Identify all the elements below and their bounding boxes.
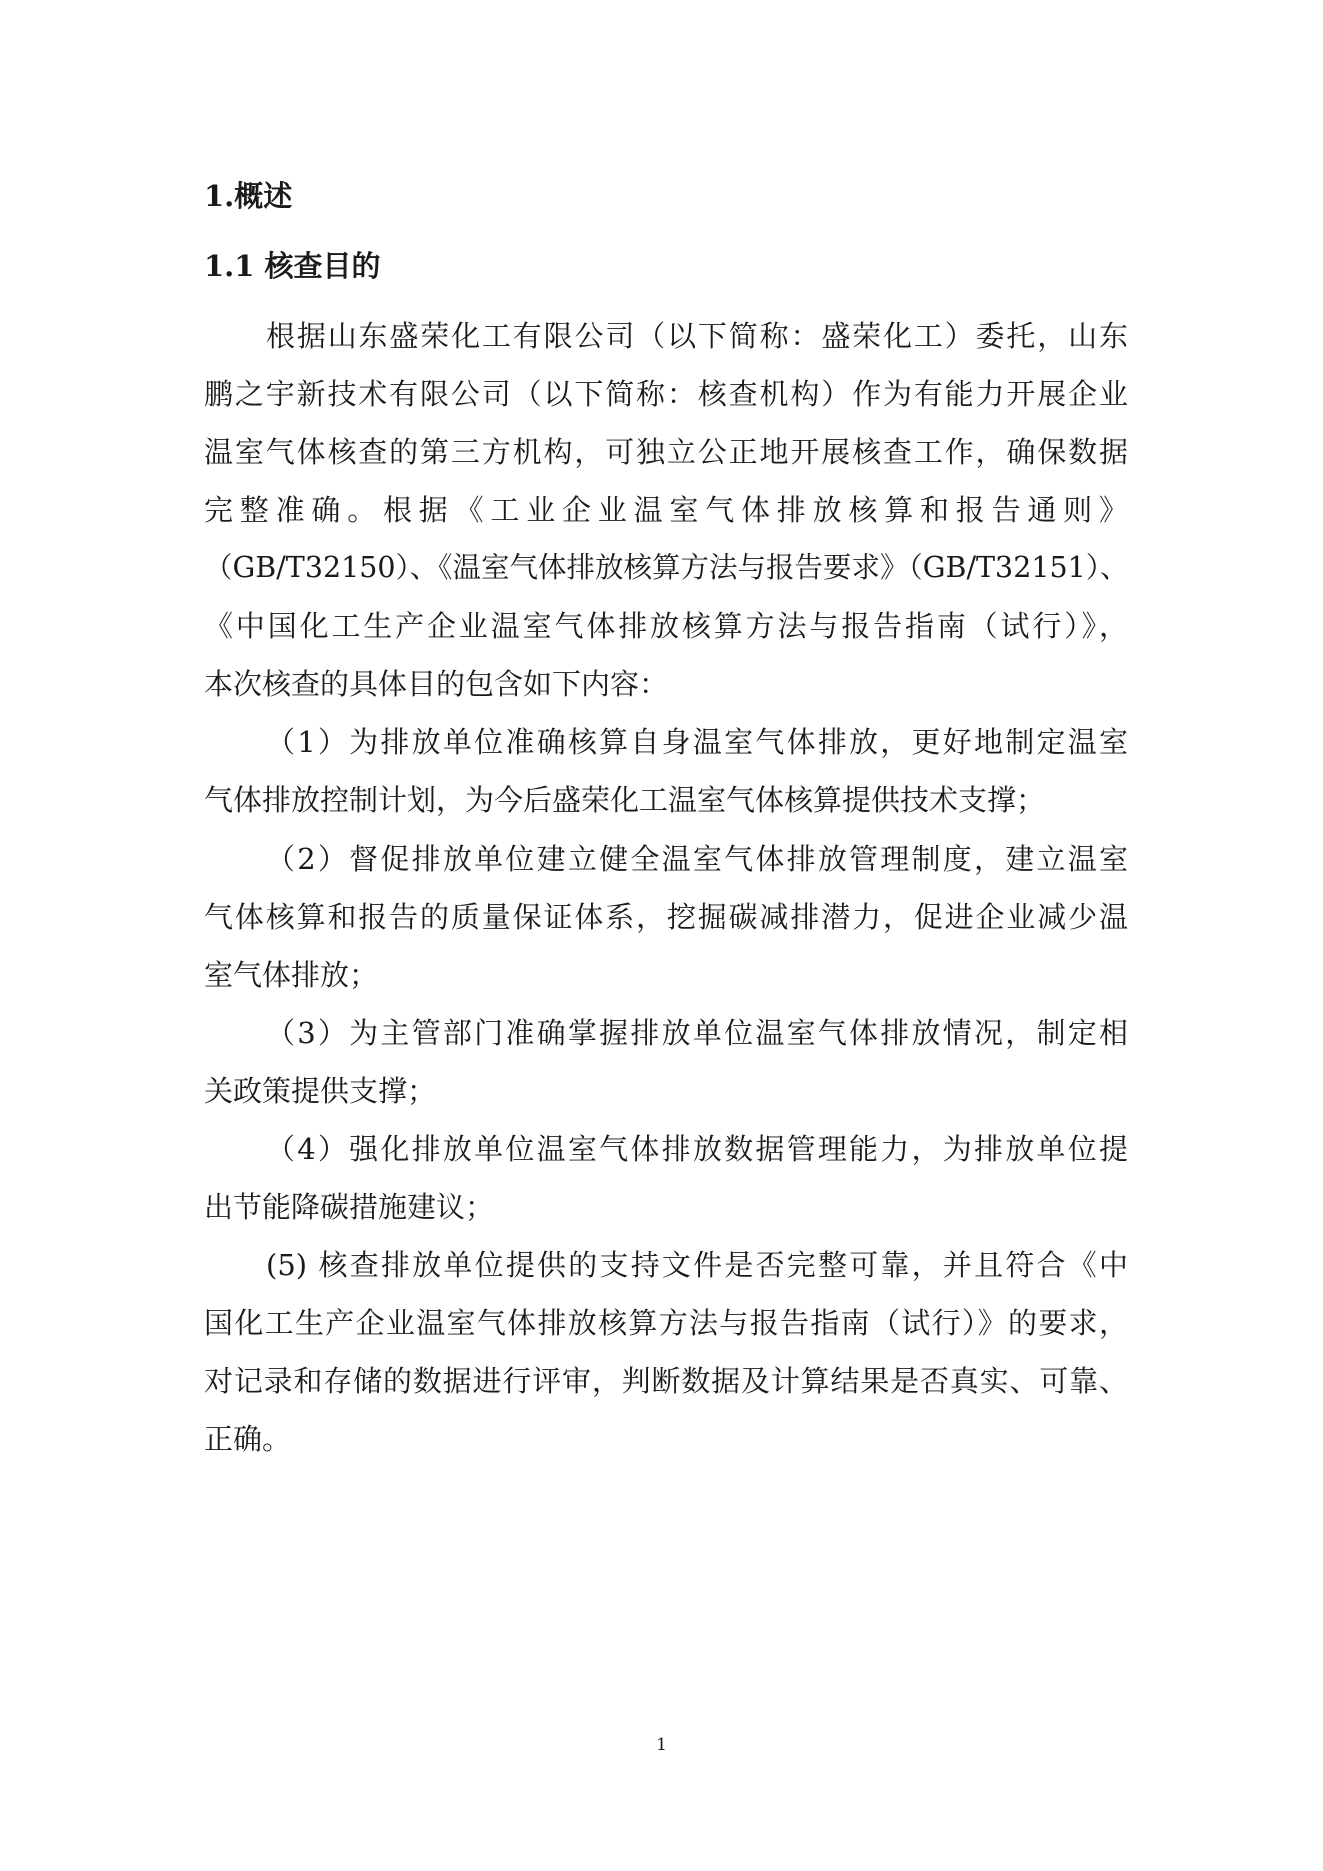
list-item-line: 气体核算和报告的质量保证体系，挖掘碳减排潜力，促进企业减少温: [204, 900, 1128, 934]
paragraph-line: 完整准确。根据《工业企业温室气体排放核算和报告通则》: [204, 493, 1128, 527]
list-item-line: 对记录和存储的数据进行评审，判断数据及计算结果是否真实、可靠、: [204, 1364, 1128, 1398]
page-number: 1: [656, 1735, 667, 1755]
paragraph-line: （GB/T32150）、《温室气体排放核算方法与报告要求》（GB/T32151）、: [204, 551, 1129, 584]
list-item-line: 关政策提供支撑；: [204, 1074, 437, 1108]
paragraph-line: 本次核查的具体目的包含如下内容：: [204, 667, 669, 701]
list-item-line: (5) 核查排放单位提供的支持文件是否完整可靠，并且符合《中: [266, 1248, 1128, 1282]
section-heading: 1.概述: [204, 179, 293, 213]
list-item-line: （2）督促排放单位建立健全温室气体排放管理制度，建立温室: [266, 842, 1128, 876]
list-item-line: 出节能降碳措施建议；: [204, 1190, 495, 1224]
list-item-line: 室气体排放；: [204, 958, 379, 992]
list-item-line: 国化工生产企业温室气体排放核算方法与报告指南（试行）》的要求，: [204, 1306, 1128, 1340]
list-item-line: 气体排放控制计划，为今后盛荣化工温室气体核算提供技术支撑；: [204, 783, 1046, 817]
list-item-line: （4）强化排放单位温室气体排放数据管理能力，为排放单位提: [266, 1132, 1128, 1166]
paragraph-line: 《中国化工生产企业温室气体排放核算方法与报告指南（试行）》，: [204, 609, 1128, 643]
list-item-line: （3）为主管部门准确掌握排放单位温室气体排放情况，制定相: [266, 1016, 1128, 1050]
paragraph-line: 温室气体核查的第三方机构，可独立公正地开展核查工作，确保数据: [204, 435, 1128, 469]
paragraph-line: 鹏之宇新技术有限公司（以下简称：核查机构）作为有能力开展企业: [204, 377, 1128, 411]
subsection-heading: 1.1 核查目的: [204, 249, 381, 283]
list-item-line: 正确。: [204, 1422, 292, 1456]
paragraph-line: 根据山东盛荣化工有限公司（以下简称：盛荣化工）委托，山东: [266, 319, 1128, 353]
list-item-line: （1）为排放单位准确核算自身温室气体排放，更好地制定温室: [266, 725, 1128, 759]
